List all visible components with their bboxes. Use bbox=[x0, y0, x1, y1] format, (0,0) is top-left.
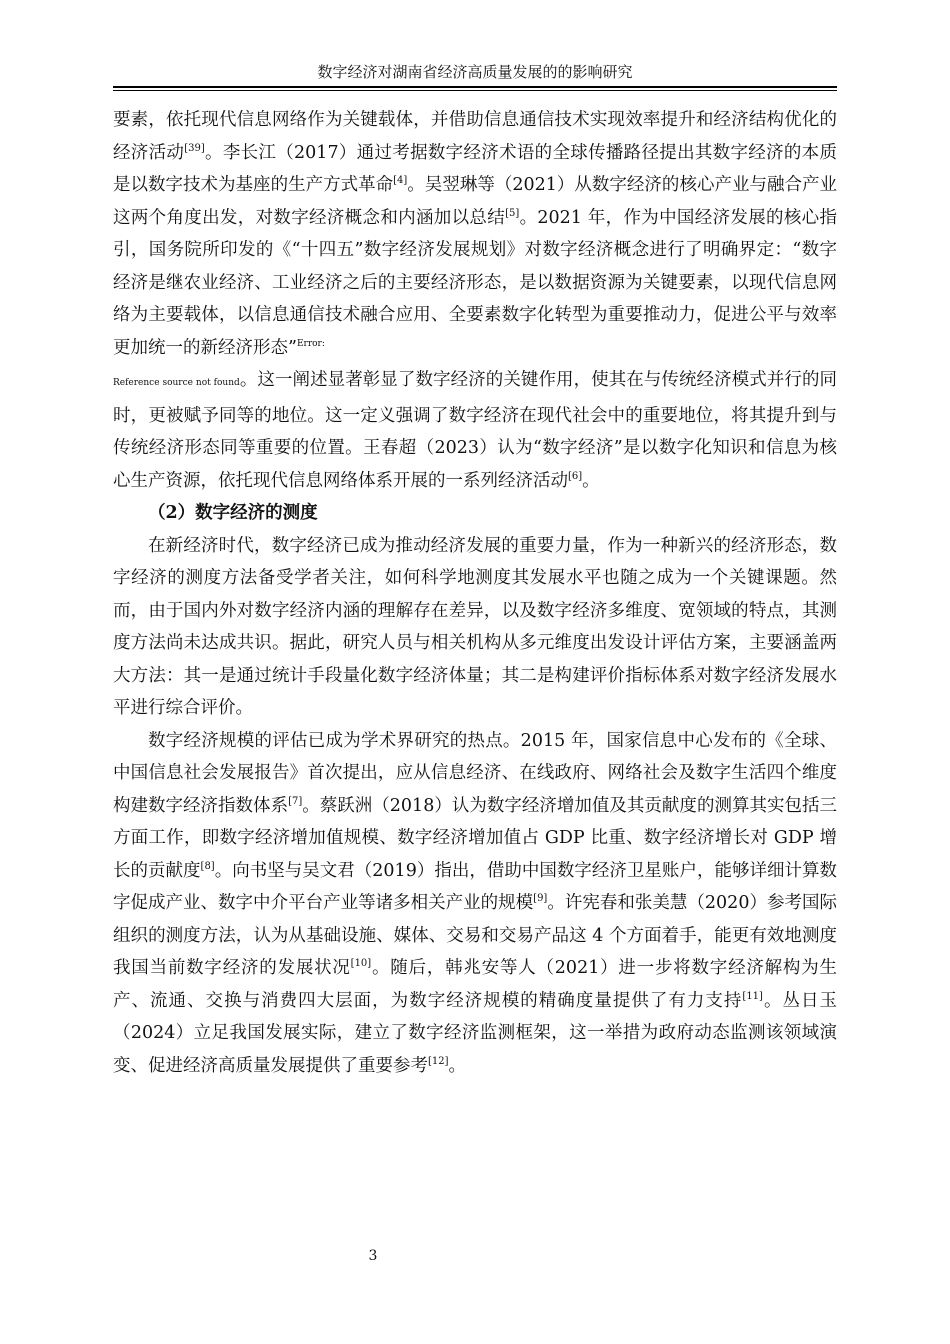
citation-5: [5] bbox=[505, 207, 520, 219]
citation-4: [4] bbox=[393, 175, 408, 187]
running-header bbox=[113, 62, 837, 88]
citation-6: [6] bbox=[568, 470, 583, 482]
reference-error-text-continued: Reference source not found bbox=[113, 378, 240, 388]
running-header-title: 数字经济对湖南省经济高质量发展的的影响研究 bbox=[317, 63, 633, 81]
citation-9: [9] bbox=[533, 893, 548, 905]
reference-error-text: Error: bbox=[296, 338, 325, 349]
header-rule-thin bbox=[113, 90, 837, 91]
citation-11: [11] bbox=[742, 990, 763, 1002]
citation-10: [10] bbox=[350, 958, 372, 970]
page-number: 3 bbox=[368, 1248, 378, 1264]
page-body bbox=[113, 104, 837, 1082]
paragraph-measurement-intro: 在新经济时代，数字经济已成为推动经济发展的重要力量，作为一种新兴的经济形态，数字经济的测度方法备受学者关注，如何科学地测度其发展水平也随之成为一个关键课题。然而，由于国内外对数字经济内涵的理解存在差异，以及数字经济多维度、宽领域的特点，其测度方法尚未达成共识。据此，研究人员与相关机构从多元维度出发设计评估方案，主要涵盖两大方法：其一是通过统计手段量化数字经济体量；其二是构建评价指标体系对数字经济发展水平进行综合评价。 bbox=[113, 535, 837, 718]
header-rule-thick bbox=[113, 86, 837, 88]
citation-8: [8] bbox=[200, 860, 215, 872]
citation-39: [39] bbox=[184, 142, 205, 154]
citation-12: [12] bbox=[428, 1055, 449, 1067]
paragraph-scale-evaluation: 数字经济规模的评估已成为学术界研究的热点。2015 年，国家信息中心发布的《全球、中国信息社会发展报告》首次提出，应从信息经济、在线政府、网络社会及数字生活四个维度构建数字经济指数体系[7]。蔡跃洲（2018）认为数字经济增加值及其贡献度的测算其实包括三方面工作，即数字经济增加值规模、数字经济增加值占 GDP 比重、数字经济增长对 GDP 增长的贡献度[8]。向书坚与吴文君（2019）指出，借助中国数字经济卫星账户，能够详细计算数字促成产业、数字中介平台产业等诸多相关产业的规模[9]。许宪春和张美慧（2020）参考国际组织的测度方法，认为从基础设施、媒体、交易和交易产品这 4 个方面着手，能更有效地测度我国当前数字经济的发展状况[10]。随后，韩兆安等人（2021）进一步将数字经济解构为生产、流通、交换与消费四大层面，为数字经济规模的精确度量提供了有力支持[11]。丛日玉（2024）立足我国发展实际，建立了数字经济监测框架，这一举措为政府动态监测该领域演变、促进经济高质量发展提供了重要参考[12]。 bbox=[113, 730, 838, 1076]
paragraph-definition: 要素，依托现代信息网络作为关键载体，并借助信息通信技术实现效率提升和经济结构优化的经济活动[39]。李长江（2017）通过考据数字经济术语的全球传播路径提出其数字经济的本质是以数字技术为基座的生产方式革命[4]。吴翌琳等（2021）从数字经济的核心产业与融合产业这两个角度出发，对数字经济概念和内涵加以总结[5]。2021 年，作为中国经济发展的核心指引，国务院所印发的《“十四五”数字经济发展规划》对数字经济概念进行了明确界定：“数字经济是继农业经济、工业经济之后的主要经济形态，是以数据资源为关键要素，以现代信息网络为主要载体，以信息通信技术融合应用、全要素数字化转型为重要推动力，促进公平与效率更加统一的新经济形态”$^{Error:}$ Reference source not found。这一阐述显著彰显了数字经济的关键作用，使其在与传统经济模式并行的同时，更被赋予同等的地位。这一定义强调了数字经济在现代社会中的重要地位，将其提升到与传统经济形态同等重要的位置。王春超（2023）认为“数字经济”是以数字化知识和信息为核心生产资源，依托现代信息网络体系开展的一系列经济活动[6]。 bbox=[113, 110, 838, 491]
section-heading-measurement: （2）数字经济的测度 bbox=[148, 503, 318, 523]
citation-7: [7] bbox=[288, 795, 303, 807]
